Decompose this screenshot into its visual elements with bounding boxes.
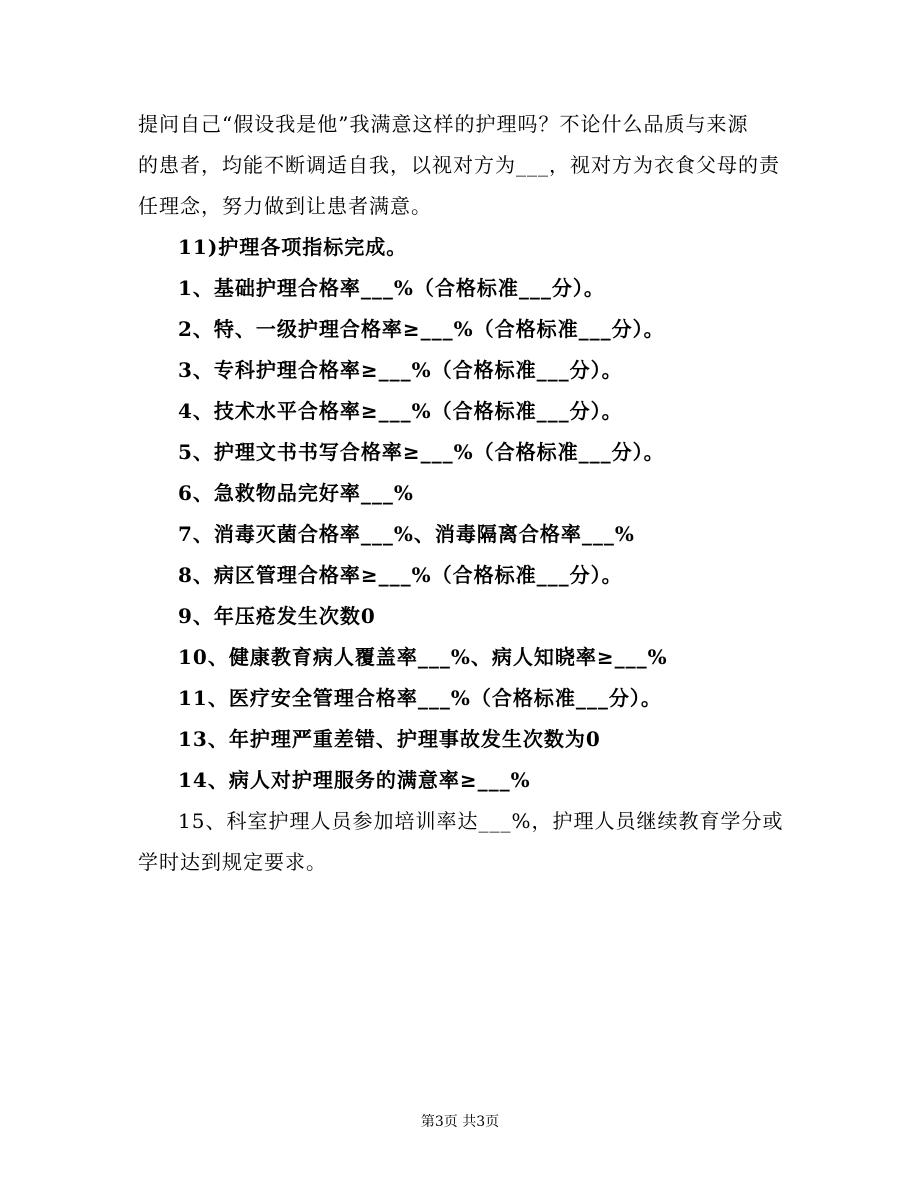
- list-item: 5、护理文书书写合格率≥___%（合格标准___分）。: [178, 440, 665, 464]
- list-item: 14、病人对护理服务的满意率≥___%: [178, 768, 531, 792]
- list-item: 4、技术水平合格率≥___%（合格标准___分）。: [178, 399, 623, 423]
- final-paragraph: [138, 801, 788, 883]
- list-item: 1、基础护理合格率___%（合格标准___分）。: [178, 276, 605, 300]
- intro-line-2: 的患者，均能不断调适自我，以视对方为___，视对方为衣食父母的责: [138, 153, 780, 177]
- intro-line-3: 任理念，努力做到让患者满意。: [138, 194, 432, 218]
- list-item: 10、健康教育病人覆盖率___%、病人知晓率≥___%: [178, 645, 668, 669]
- list-item: 13、年护理严重差错、护理事故发生次数为0: [178, 727, 601, 751]
- list-item: 8、病区管理合格率≥___%（合格标准___分）。: [178, 563, 623, 587]
- list-item: 9、年压疮发生次数0: [178, 604, 376, 628]
- final-line-1: 15、科室护理人员参加培训率达___%，护理人员继续教育学分或: [178, 809, 784, 833]
- page-number: 第3页 共3页: [420, 1114, 500, 1130]
- final-line-2: 学时达到规定要求。: [138, 850, 327, 874]
- indicator-list: [138, 227, 788, 801]
- list-item: 2、特、一级护理合格率≥___%（合格标准___分）。: [178, 317, 665, 341]
- list-item: 11、医疗安全管理合格率___%（合格标准___分）。: [178, 686, 662, 710]
- list-item: 7、消毒灭菌合格率___%、消毒隔离合格率___%: [178, 522, 635, 546]
- list-item: 6、急救物品完好率___%: [178, 481, 414, 505]
- intro-paragraph: [138, 104, 788, 227]
- list-item: 3、专科护理合格率≥___%（合格标准___分）。: [178, 358, 623, 382]
- intro-line-1: 提问自己“假设我是他”我满意这样的护理吗？不论什么品质与来源: [138, 112, 749, 136]
- section-heading: 11)护理各项指标完成。: [178, 235, 408, 259]
